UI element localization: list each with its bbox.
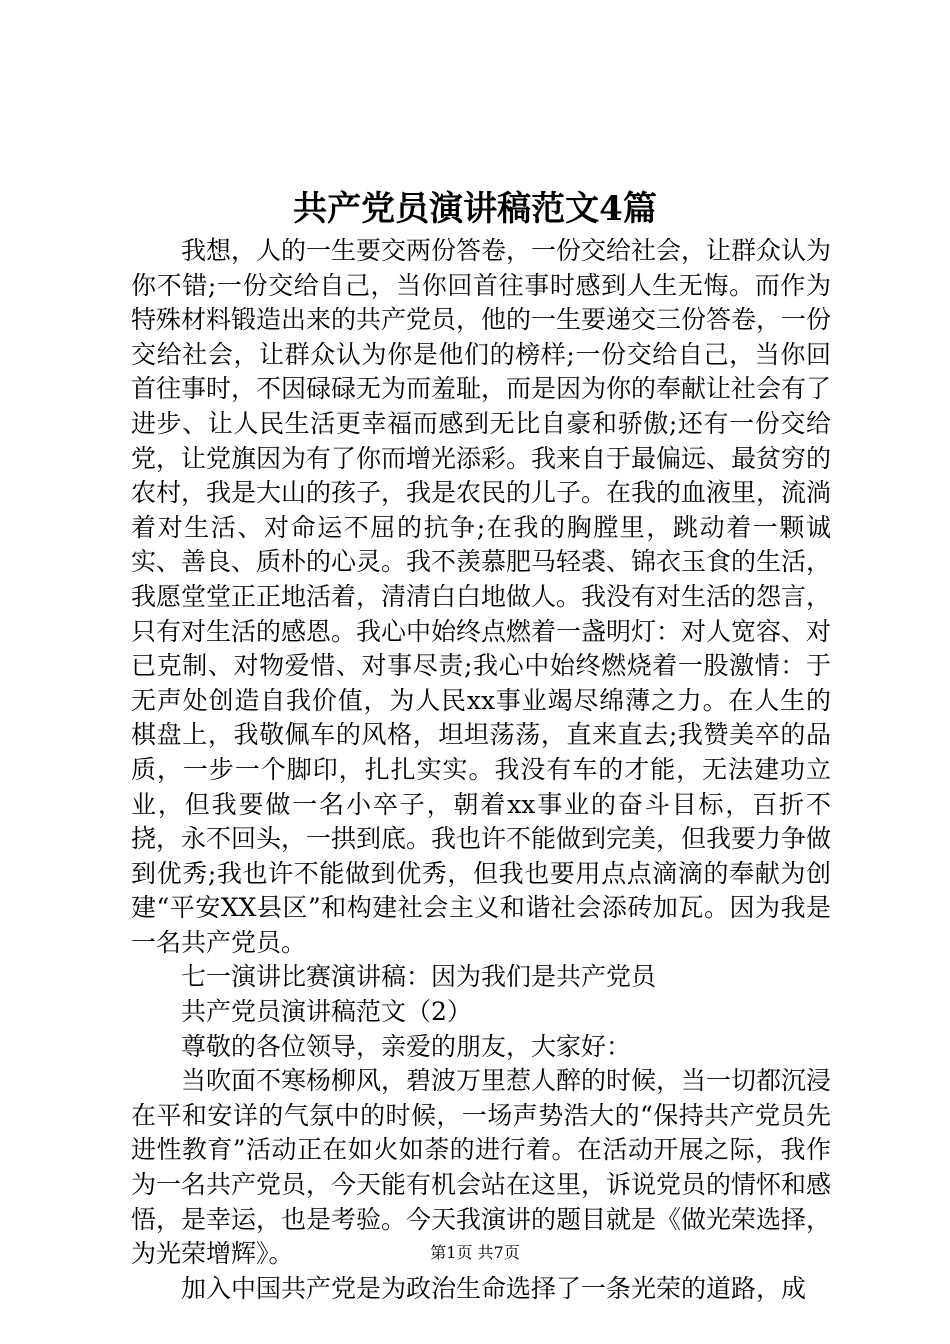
paragraph: 当吹面不寒杨柳风，碧波万里惹人醉的时候，当一切都沉浸在平和安详的气氛中的时候，一场声势浩大的“保持共产党员先进性教育”活动正在如火如荼的进行着。在活动开展之际，我作为一名共产党员，今天能有机会站在这里，诉说党员的情怀和感悟，是幸运，也是考验。今天我演讲的题目就是《做光荣选择，为光荣增辉》。 [131, 1066, 832, 1269]
paragraph: 七一演讲比赛演讲稿：因为我们是共产党员 [181, 962, 657, 992]
page-number-footer: 第1页 共7页 [430, 1243, 520, 1262]
document-body [131, 234, 831, 1306]
document-title: 共产党员演讲稿范文4篇 [293, 189, 657, 229]
paragraph: 我想，人的一生要交两份答卷，一份交给社会，让群众认为你不错;一份交给自己，当你回首往事时感到人生无悔。而作为特殊材料锻造出来的共产党员，他的一生要递交三份答卷，一份交给社会，让群众认为你是他们的榜样;一份交给自己，当你回首往事时，不因碌碌无为而羞耻，而是因为你的奉献让社会有了进步、让人民生活更幸福而感到无比自豪和骄傲;还有一份交给党，让党旗因为有了你而增光添彩。我来自于最偏远、最贫穷的农村，我是大山的孩子，我是农民的儿子。在我的血液里，流淌着对生活、对命运不屈的抗争;在我的胸膛里，跳动着一颗诚实、善良、质朴的心灵。我不羡慕肥马轻裘、锦衣玉食的生活，我愿堂堂正正地活着，清清白白地做人。我没有对生活的怨言，只有对生活的感恩。我心中始终点燃着一盏明灯：对人宽容、对已克制、对物爱惜、对事尽责;我心中始终燃烧着一股激情：于无声处创造自我价值，为人民xx事业竭尽绵薄之力。在人生的棋盘上，我敬佩车的风格，坦坦荡荡，直来直去;我赞美卒的品质，一步一个脚印，扎扎实实。我没有车的才能，无法建功立业，但我要做一名小卒子，朝着xx事业的奋斗目标，百折不挠，永不回头，一拱到底。我也许不能做到完美，但我要力争做到优秀;我也许不能做到优秀，但我也要用点点滴滴的奉献为创建“平安XX县区”和构建社会主义和谐社会添砖加瓦。因为我是一名共产党员。 [131, 236, 832, 957]
paragraph: 尊敬的各位领导，亲爱的朋友，大家好： [181, 1031, 632, 1061]
paragraph: 共产党员演讲稿范文（2） [181, 997, 472, 1027]
paragraph: 加入中国共产党是为政治生命选择了一条光荣的道路，成 [181, 1273, 807, 1303]
